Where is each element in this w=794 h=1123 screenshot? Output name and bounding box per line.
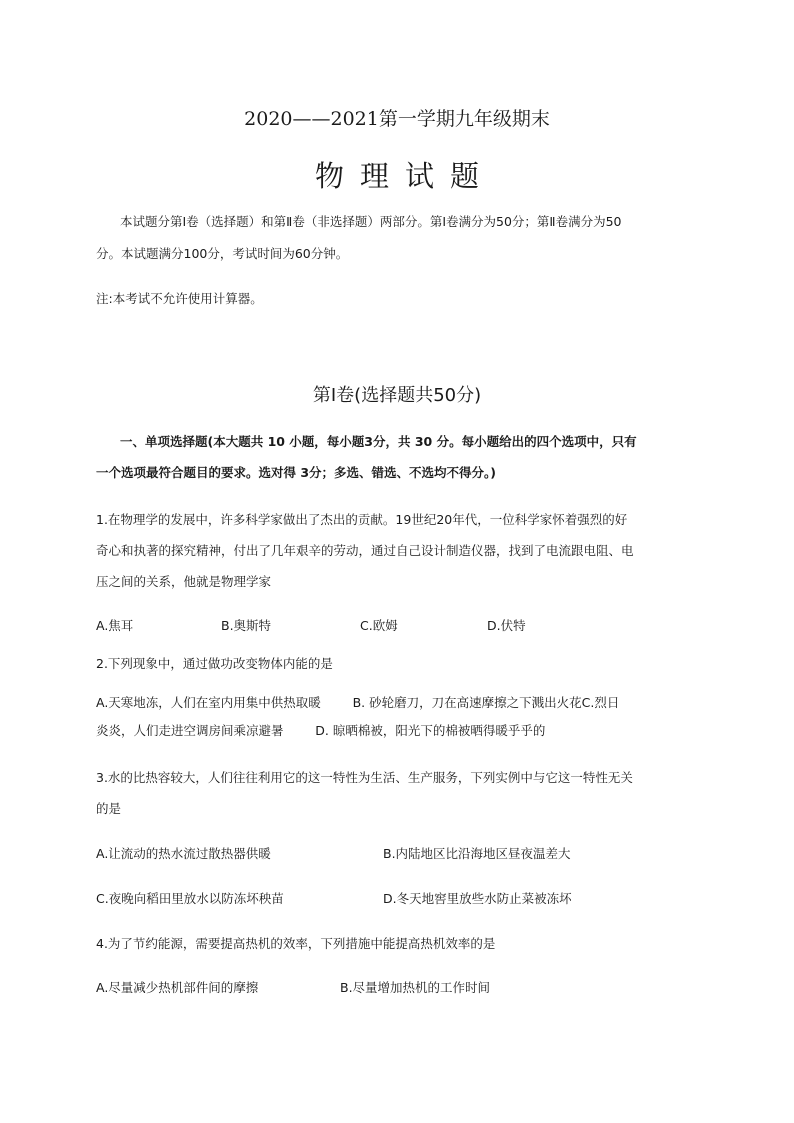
q1-option-d: D.伏特 xyxy=(487,618,526,633)
q4-option-a: A.尽量减少热机部件间的摩擦 xyxy=(96,980,259,995)
section-title: 第Ⅰ卷(选择题共50分) xyxy=(312,385,482,406)
q2-options-line-2: 炎炎，人们走进空调房间乘凉避暑 D. 晾晒棉被，阳光下的棉被晒得暖乎乎的 xyxy=(96,723,546,738)
q4-option-b: B.尽量增加热机的工作时间 xyxy=(340,980,491,995)
q2-stem: 2.下列现象中，通过做功改变物体内能的是 xyxy=(96,656,333,671)
q1-option-b: B.奥斯特 xyxy=(221,618,272,633)
q3-stem-line-1: 3.水的比热容较大，人们往往利用它的这一特性为生活、生产服务，下列实例中与它这一特性无关 xyxy=(96,770,633,785)
instruction-line-2: 一个选项最符合题目的要求。选对得 3分；多选、错选、不选均不得分。) xyxy=(96,465,497,480)
q3-option-d: D.冬天地窖里放些水防止菜被冻坏 xyxy=(383,891,572,906)
q3-stem-line-2: 的是 xyxy=(96,801,122,816)
intro-line-2: 分。本试题满分100分，考试时间为60分钟。 xyxy=(96,246,349,261)
calculator-note: 注:本考试不允许使用计算器。 xyxy=(96,291,263,306)
intro-line-1: 本试题分第Ⅰ卷（选择题）和第Ⅱ卷（非选择题）两部分。第Ⅰ卷满分为50分；第Ⅱ卷满分为50 xyxy=(120,214,622,229)
q1-option-c: C.欧姆 xyxy=(360,618,398,633)
instruction-line-1: 一、单项选择题(本大题共 10 小题，每小题3分，共 30 分。每小题给出的四个选项中，只有 xyxy=(120,434,637,449)
q2-options-line-1: A.天寒地冻，人们在室内用集中供热取暖 B. 砂轮磨刀，刀在高速摩擦之下溅出火花C.烈日 xyxy=(96,695,620,710)
exam-subject-title: 物理试题 xyxy=(314,159,495,193)
q1-option-a: A.焦耳 xyxy=(96,618,134,633)
q4-stem: 4.为了节约能源，需要提高热机的效率，下列措施中能提高热机效率的是 xyxy=(96,936,496,951)
q1-stem-line-2: 奇心和执著的探究精神，付出了几年艰辛的劳动，通过自己设计制造仪器，找到了电流跟电阻、电 xyxy=(96,543,634,558)
q3-option-b: B.内陆地区比沿海地区昼夜温差大 xyxy=(383,846,571,861)
exam-term-title: 2020——2021第一学期九年级期末 xyxy=(244,108,550,130)
q1-stem-line-3: 压之间的关系，他就是物理学家 xyxy=(96,574,272,589)
q3-option-a: A.让流动的热水流过散热器供暖 xyxy=(96,846,271,861)
q3-option-c: C.夜晚向稻田里放水以防冻坏秧苗 xyxy=(96,891,284,906)
q1-stem-line-1: 1.在物理学的发展中，许多科学家做出了杰出的贡献。19世纪20年代，一位科学家怀着强烈的好 xyxy=(96,512,628,527)
